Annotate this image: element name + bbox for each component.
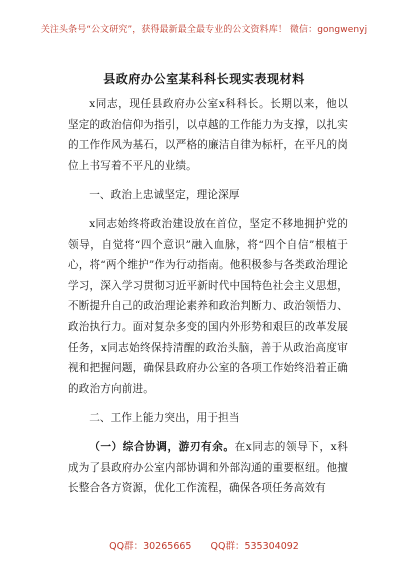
subsection-1-paragraph: [68, 437, 348, 499]
document-body: [68, 94, 348, 499]
footer-qq-group-2: QQ群：535304092: [210, 541, 299, 552]
header-banner: 关注头条号“公文研究”，获得最新最全最专业的公文资料库！ 微信：gongwenyj: [40, 25, 368, 35]
footer-contacts: [0, 538, 408, 552]
footer-qq-group-1: QQ群：30265665: [109, 541, 192, 552]
section-heading-2: 二、工作上能力突出，用于担当: [89, 412, 240, 425]
section-1-paragraph: x同志始终将政治建设放在首位，坚定不移地拥护党的领导，自觉将“四个意识”融入血脉，将“四个自信”根植于心，将“两个维护”作为行动指南。他积极参与各类政治理论学习，深入学习贯彻习近平新时代中国特色社会主义思想，不断提升自己的政治理论素养和政治判断力、政治领悟力、政治执行力。面对复杂多变的国内外形势和艰巨的改革发展任务，x同志始终保持清醒的政治头脑，善于从政治高度审视和把握问题，确保县政府办公室的各项工作始终沿着正确的政治方向前进。: [68, 217, 348, 395]
intro-paragraph: x同志，现任县政府办公室x科科长。长期以来，他以坚定的政治信仰为指引，以卓越的工作能力为支撑，以扎实的工作作风为基石，以严格的廉洁自律为标杆，在平凡的岗位上书写着不平凡的业绩。: [68, 98, 348, 172]
subsection-1-text: 在x同志的领导下，x科成为了县政府办公室内部协调和外部沟通的重要枢纽。他擅长整合各方资源，优化工作流程，确保各项任务高效有: [68, 440, 348, 495]
section-heading-1: 一、政治上忠诚坚定，理论深厚: [89, 189, 240, 202]
subsection-1-lead: （一）综合协调，游刃有余。: [89, 440, 235, 453]
document-title: 县政府办公室某科科长现实表现材料: [103, 72, 305, 86]
